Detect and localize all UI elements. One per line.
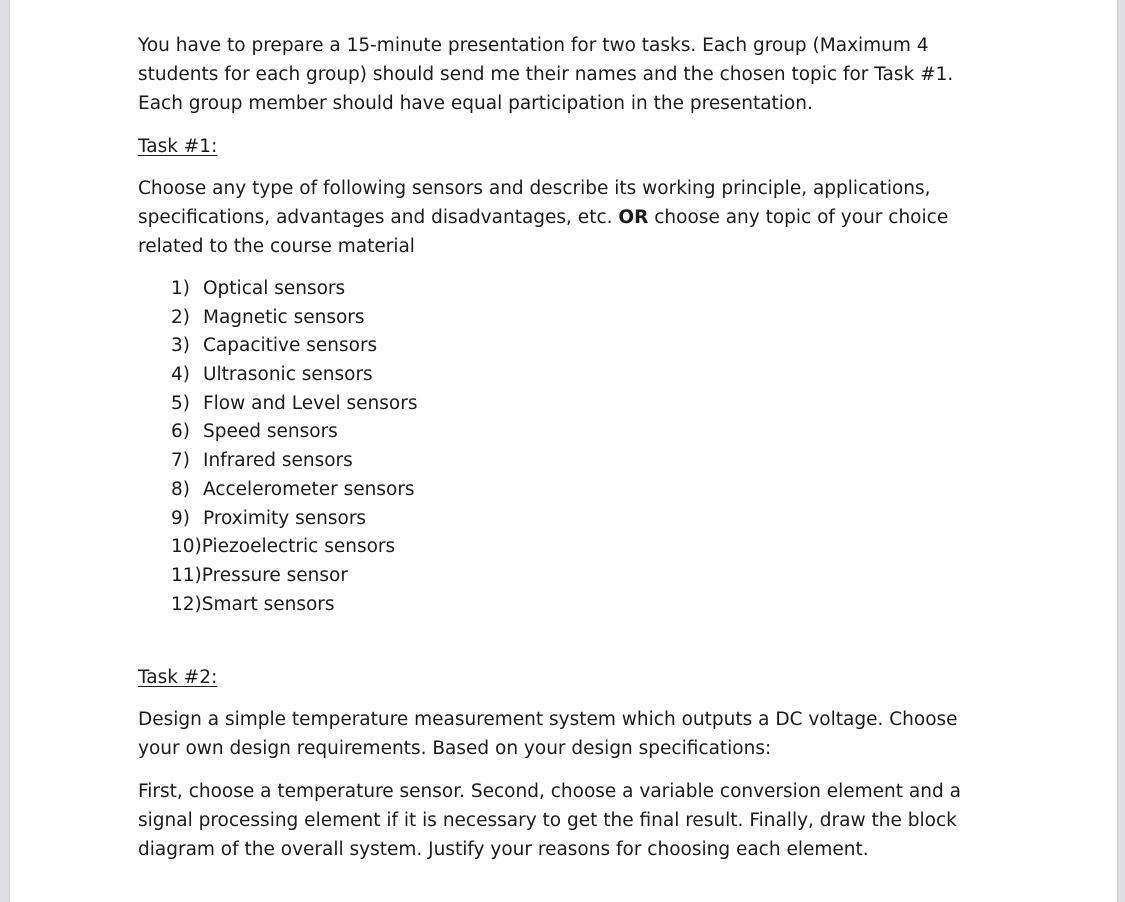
list-number: 1) [171,278,190,299]
list-item [171,533,988,562]
list-label: Infrared sensors [203,450,353,472]
list-label: Flow and Level sensors [203,392,418,414]
list-number: 5) [171,392,190,414]
list-label: Speed sensors [203,421,338,443]
document-content [138,31,988,864]
intro-paragraph: You have to prepare a 15-minute presentation for two tasks. Each group (Maximum 4 students for each group) should send me their names and the chosen topic for Task #1. Each group member should have equal participation in the presentation. [138,35,954,114]
list-label: Magnetic sensors [203,306,365,328]
list-label: Proximity sensors [203,507,367,529]
list-item [171,591,988,620]
sensor-list [138,275,988,619]
or-emphasis: OR [618,207,649,228]
list-item [171,361,988,390]
list-number: 3) [171,335,190,357]
section-spacer [138,619,988,663]
list-number: 6) [171,421,190,443]
list-number: 10) [171,536,202,558]
list-item [171,304,988,333]
list-item [171,505,988,534]
task2-heading: Task #2: [138,667,218,689]
task1-description [138,174,988,261]
document-page [10,0,1117,902]
task1-description-end: choose any topic of your choice related to the course material [138,207,949,257]
list-item [171,476,988,505]
list-item [171,275,988,304]
list-label: Pressure sensor [201,564,348,586]
list-number: 9) [171,507,190,529]
list-label: Capacitive sensors [203,335,378,357]
list-label: Smart sensors [201,593,335,615]
list-label: Accelerometer sensors [203,478,415,500]
task1-heading: Task #1: [138,136,218,157]
task1-description-start: Choose any type of following sensors and describe its working principle, applications, specifications, advantages and disadvantages, etc. [138,178,931,228]
list-label: Piezoelectric sensors [201,536,396,558]
task2-description: Design a simple temperature measurement system which outputs a DC voltage. Choose your own design requirements. Based on your design specifications: [138,709,958,760]
list-number: 12) [171,593,202,615]
list-number: 2) [171,306,190,328]
list-label: Optical sensors [203,278,346,299]
list-item [171,332,988,361]
list-number: 11) [171,564,202,586]
task2-steps: First, choose a temperature sensor. Second, choose a variable conversion element and a signal processing element if it is necessary to get the final result. Finally, draw the block diagram of the overall system. Justify your reasons for choosing each element. [138,781,961,861]
list-label: Ultrasonic sensors [203,364,373,386]
list-item [171,447,988,476]
list-number: 7) [171,450,190,472]
list-item [171,562,988,591]
list-item [171,390,988,419]
list-number: 8) [171,478,190,500]
list-item [171,418,988,447]
list-number: 4) [171,364,190,386]
